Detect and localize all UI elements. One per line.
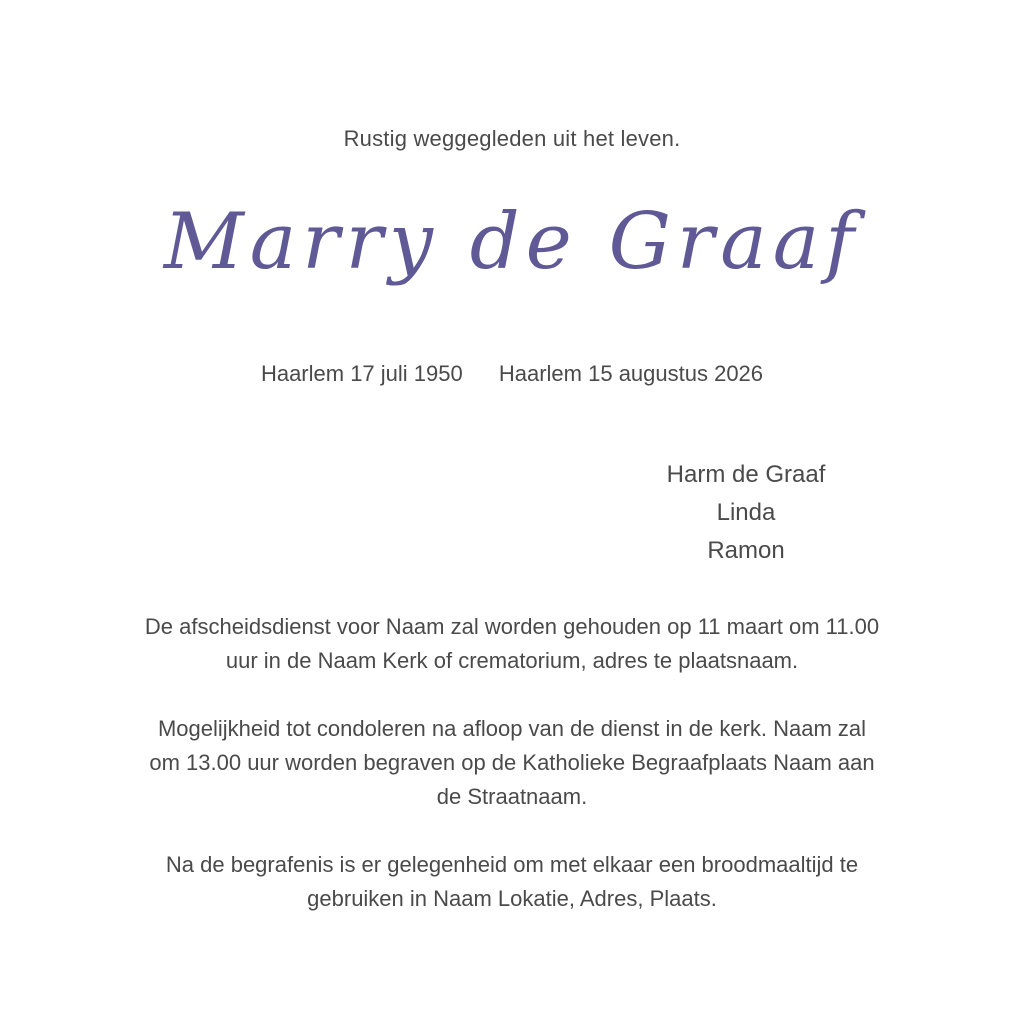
birth-date: Haarlem 17 juli 1950 [260, 361, 463, 386]
family-member: Harm de Graaf [666, 461, 826, 488]
death-date: Haarlem 15 augustus 2026 [498, 361, 764, 386]
intro-text: Rustig weggegleden uit het leven. [343, 126, 681, 151]
service-details [140, 610, 884, 950]
dates-line [0, 361, 1024, 387]
deceased-name: Marry de Graaf [163, 197, 861, 287]
condolence-paragraph: Mogelijkheid tot condoleren na afloop van de dienst in de kerk. Naam zal om 13.00 uur worden begraven op de Katholieke Begraafplaats Naam aan de Straatnaam. [149, 716, 875, 809]
reception-paragraph: Na de begrafenis is er gelegenheid om met elkaar een broodmaaltijd te gebruiken in Naam Lokatie, Adres, Plaats. [165, 852, 859, 911]
family-list [640, 456, 852, 570]
family-member: Linda [716, 499, 776, 526]
family-member: Ramon [707, 537, 785, 564]
service-paragraph: De afscheidsdienst voor Naam zal worden gehouden op 11 maart om 11.00 uur in de Naam Kerk of crematorium, adres te plaatsnaam. [144, 614, 880, 673]
